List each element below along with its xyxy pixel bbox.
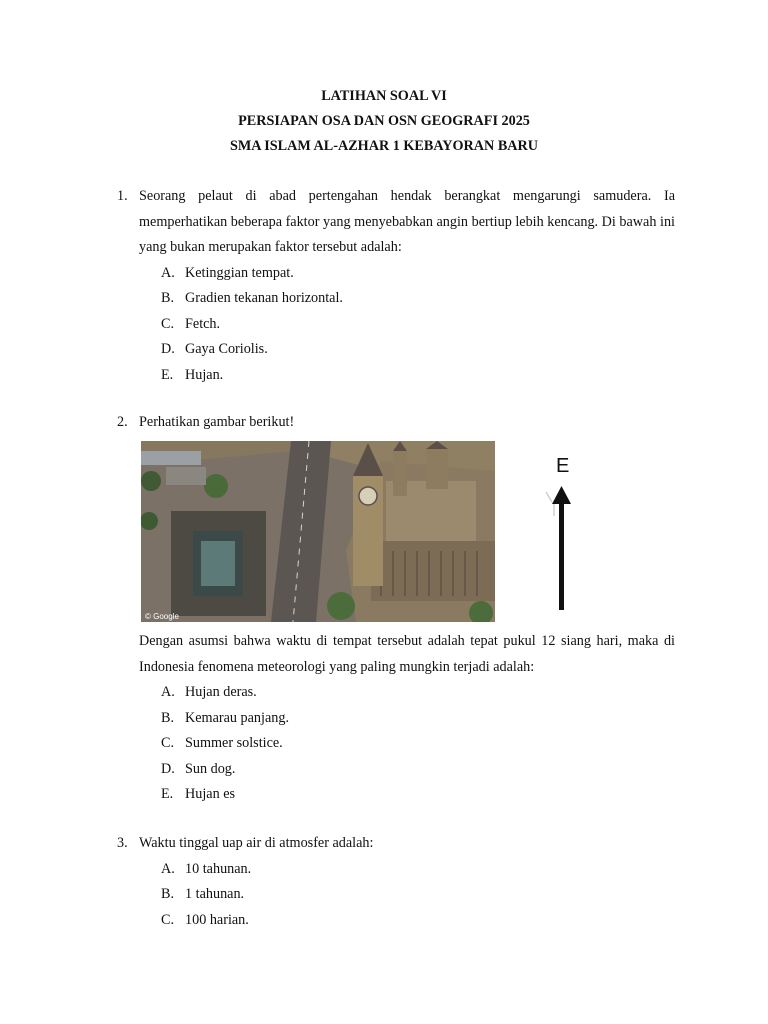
option-c: C. 100 harian. [161,911,249,928]
options-list [139,261,675,389]
options-list [139,857,675,934]
question-3 [117,831,675,933]
aerial-photo [141,441,495,622]
option-a: A. 10 tahunan. [161,860,252,877]
doc-subtitle: PERSIAPAN OSA DAN OSN GEOGRAFI 2025 [238,113,530,129]
option-b: B. 1 tahunan. [161,886,245,902]
option-a: A. Ketinggian tempat. [161,264,294,281]
question-text: Perhatikan gambar berikut! [139,414,295,430]
question-number: 2. [117,414,128,430]
option-a: A. Hujan deras. [161,684,257,700]
question-2-options [117,680,675,808]
options-list [139,680,675,808]
option-d: D. Sun dog. [161,760,236,777]
question-number: 3. [117,835,128,851]
question-1 [117,184,675,388]
option-e: E. Hujan es [161,786,236,802]
question-2-followup: Dengan asumsi bahwa waktu di tempat tersebut adalah tepat pukul 12 siang hari, maka di Indonesia fenomena meteorologi yang paling mungkin terjadi adalah: [139,633,675,675]
option-c: C. Fetch. [161,315,221,332]
direction-label: E [556,455,570,477]
direction-indicator [530,452,600,617]
image-credit: © Google [145,612,179,621]
option-d: D. Gaya Coriolis. [161,341,268,357]
question-text: Waktu tinggal uap air di atmosfer adalah: [139,835,374,851]
school-name: SMA ISLAM AL-AZHAR 1 KEBAYORAN BARU [229,138,539,154]
option-e: E. Hujan. [161,366,224,383]
option-b: B. Kemarau panjang. [161,709,289,726]
option-c: C. Summer solstice. [161,735,283,751]
question-text: Seorang pelaut di abad pertengahan hendak berangkat mengarungi samudera. Ia memperhatikan beberapa faktor yang menyebabkan angin bertiup lebih kencang. Di bawah ini yang bukan merupakan faktor tersebut adalah: [139,188,675,255]
doc-title: LATIHAN SOAL VI [321,88,447,104]
north-arrow-icon [530,452,600,617]
aerial-photo-drawing [141,441,495,622]
option-b: B. Gradien tekanan horizontal. [161,290,343,306]
question-number: 1. [117,188,128,204]
question-2 [117,410,675,436]
